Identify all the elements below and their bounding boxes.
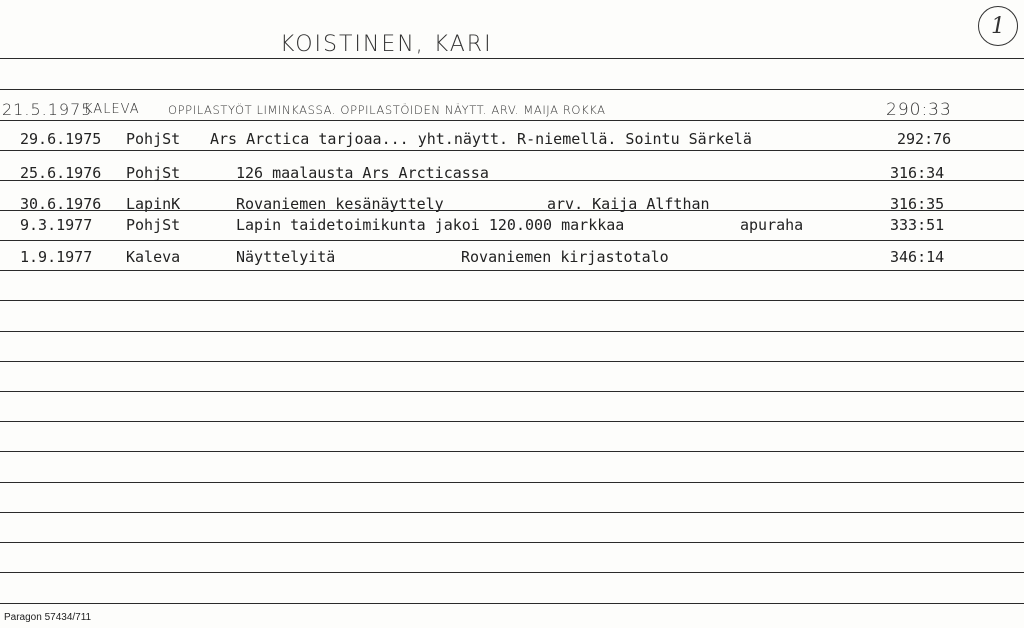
rule-line <box>0 240 1024 241</box>
rule-line <box>0 421 1024 422</box>
entry-text: Lapin taidetoimikunta jakoi 120.000 markkaa <box>236 216 625 234</box>
rule-line <box>0 270 1024 271</box>
rule-line <box>0 331 1024 332</box>
entry-extra: apuraha <box>740 216 804 234</box>
rule-line <box>0 512 1024 513</box>
entry-text: 126 maalausta Ars Arcticassa <box>236 164 489 182</box>
handwritten-ref: 290:33 <box>886 100 952 120</box>
entry-date: 9.3.1977 <box>20 216 93 234</box>
rule-line <box>0 361 1024 362</box>
entry-extra: Rovaniemen kirjastotalo <box>461 248 669 266</box>
rule-line <box>0 542 1024 543</box>
entry-date: 25.6.1976 <box>20 164 102 182</box>
entry-ref: 292:76 <box>897 130 952 148</box>
entry-source: PohjSt <box>126 216 181 234</box>
rule-line <box>0 451 1024 452</box>
rule-line <box>0 120 1024 121</box>
print-mark: Paragon 57434/711 <box>4 612 92 623</box>
entry-extra: arv. Kaija Alfthan <box>547 195 710 213</box>
handwritten-text: OPPILASTYÖT LIMINKASSA. OPPILASTÖIDEN NÄYTT. ARV. MAIJA ROKKA <box>168 103 606 117</box>
rule-line <box>0 300 1024 301</box>
entry-ref: 316:35 <box>890 195 945 213</box>
rule-line <box>0 482 1024 483</box>
card-number-circle: 1 <box>978 6 1018 46</box>
handwritten-date: 21.5.1975 <box>2 100 93 119</box>
rule-line <box>0 89 1024 90</box>
rule-line <box>0 391 1024 392</box>
entry-ref: 333:51 <box>890 216 945 234</box>
entry-text: Ars Arctica tarjoaa... yht.näytt. R-niemellä. Sointu Särkelä <box>210 130 752 148</box>
entry-ref: 316:34 <box>890 164 945 182</box>
entry-text: Näyttelyitä <box>236 248 336 266</box>
rule-line <box>0 603 1024 604</box>
entry-date: 30.6.1976 <box>20 195 102 213</box>
rule-line <box>0 150 1024 151</box>
card-name-heading: KOISTINEN, KARI <box>280 32 493 57</box>
entry-source: Kaleva <box>126 248 181 266</box>
entry-source: PohjSt <box>126 164 181 182</box>
entry-date: 29.6.1975 <box>20 130 102 148</box>
rule-line <box>0 58 1024 59</box>
entry-text: Rovaniemen kesänäyttely <box>236 195 444 213</box>
rule-line <box>0 572 1024 573</box>
entry-ref: 346:14 <box>890 248 945 266</box>
entry-source: PohjSt <box>126 130 181 148</box>
handwritten-source: KALEVA <box>84 102 140 117</box>
entry-date: 1.9.1977 <box>20 248 93 266</box>
entry-source: LapinK <box>126 195 181 213</box>
